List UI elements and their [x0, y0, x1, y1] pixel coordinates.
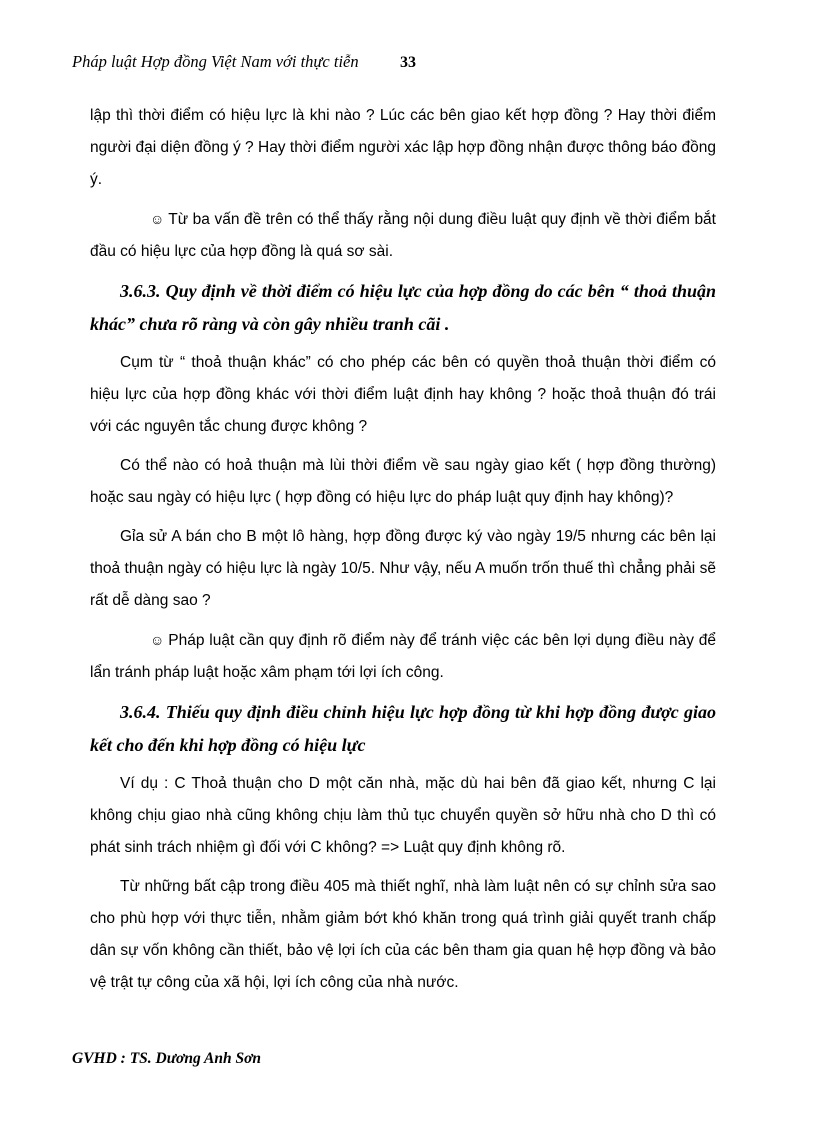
paragraph-6-text: Pháp luật cần quy định rõ điểm này để tránh việc các bên lợi dụng điều này để lẩn tránh pháp luật hoặc xâm phạm tới lợi ích công.	[90, 632, 716, 681]
section-heading-3-6-4: 3.6.4. Thiếu quy định điều chỉnh hiệu lực hợp đồng từ khi hợp đồng được giao kết cho đến khi hợp đồng có hiệu lực	[90, 702, 716, 755]
page-header	[72, 50, 732, 80]
document-body	[90, 100, 716, 1006]
header-title: Pháp luật Hợp đồng Việt Nam với thực tiễn	[72, 52, 359, 71]
paragraph-7: Ví dụ : C Thoả thuận cho D một căn nhà, mặc dù hai bên đã giao kết, nhưng C lại không chịu giao nhà cũng không chịu làm thủ tục chuyển quyền sở hữu nhà cho D thì có phát sinh trách nhiệm gì đối với C không? => Luật quy định không rõ.	[90, 775, 716, 856]
paragraph-5: Gỉa sử A bán cho B một lô hàng, hợp đồng được ký vào ngày 19/5 nhưng các bên lại thoả thuận ngày có hiệu lực là ngày 10/5. Như vậy, nếu A muốn trốn thuế thì chẳng phải sẽ rất dễ dàng sao ?	[90, 528, 716, 609]
smiley-bullet-icon: ☺	[150, 211, 165, 227]
paragraph-2-text: Từ ba vấn đề trên có thể thấy rằng nội dung điều luật quy định về thời điểm bắt đầu có hiệu lực của hợp đồng là quá sơ sài.	[90, 211, 716, 260]
paragraph-6	[90, 624, 716, 689]
smiley-bullet-icon: ☺	[150, 632, 165, 648]
paragraph-2	[90, 203, 716, 268]
page-footer: GVHD : TS. Dương Anh Sơn	[72, 1050, 262, 1067]
section-heading-3-6-3: 3.6.3. Quy định về thời điểm có hiệu lực của hợp đồng do các bên “ thoả thuận khác” chưa rõ ràng và còn gây nhiều tranh cãi .	[90, 281, 716, 334]
paragraph-3: Cụm từ “ thoả thuận khác” có cho phép các bên có quyền thoả thuận thời điểm có hiệu lực của hợp đồng khác với thời điểm luật định hay không ? hoặc thoả thuận đó trái với các nguyên tắc chung được không ?	[90, 354, 716, 435]
page-number: 33	[400, 54, 416, 71]
paragraph-1: lập thì thời điểm có hiệu lực là khi nào ? Lúc các bên giao kết hợp đồng ? Hay thời điểm người đại diện đồng ý ? Hay thời điểm người xác lập hợp đồng nhận được thông báo đồng ý.	[90, 107, 716, 188]
paragraph-8: Từ những bất cập trong điều 405 mà thiết nghĩ, nhà làm luật nên có sự chỉnh sửa sao cho phù hợp với thực tiễn, nhằm giảm bớt khó khăn trong quá trình giải quyết tranh chấp dân sự vốn không cần thiết, bảo vệ lợi ích của các bên tham gia quan hệ hợp đồng và bảo vệ trật tự công của xã hội, lợi ích công của nhà nước.	[90, 878, 716, 991]
paragraph-4: Có thể nào có hoả thuận mà lùi thời điểm về sau ngày giao kết ( hợp đồng thường) hoặc sau ngày có hiệu lực ( hợp đồng có hiệu lực do pháp luật quy định hay không)?	[90, 457, 716, 506]
